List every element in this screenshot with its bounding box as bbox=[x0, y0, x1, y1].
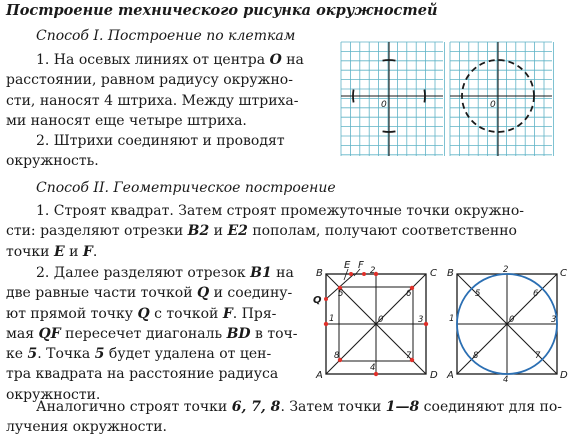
label-3: 3 bbox=[551, 315, 557, 325]
method-1-heading: Способ I. Построение по клеткам bbox=[36, 28, 296, 44]
label-0: 0 bbox=[378, 315, 384, 325]
method-2-final: Аналогично строят точки 6, 7, 8. Затем точки 1—8 соединяют для по- лучения окружности. bbox=[6, 399, 563, 436]
construction-figure bbox=[310, 260, 438, 381]
point-1 bbox=[324, 322, 328, 326]
label-b: B bbox=[316, 268, 323, 279]
label-4: 4 bbox=[370, 363, 376, 373]
center-label: 0 bbox=[381, 100, 387, 110]
label-1: 1 bbox=[329, 314, 335, 324]
label-2: 2 bbox=[503, 265, 509, 275]
method-1-step-2: 2. Штрихи соединяют и проводят окружность. bbox=[6, 133, 285, 170]
grid-figure-circle bbox=[448, 40, 554, 158]
point-3 bbox=[424, 322, 428, 326]
label-6: 6 bbox=[406, 289, 412, 299]
label-d: D bbox=[560, 370, 568, 381]
stroke-mark-bottom bbox=[383, 131, 396, 132]
label-5: 5 bbox=[338, 289, 344, 299]
grid-figure-marks bbox=[339, 40, 445, 158]
point-f bbox=[362, 272, 366, 276]
label-5: 5 bbox=[475, 289, 481, 299]
label-q: Q bbox=[313, 295, 322, 306]
label-f: F bbox=[358, 260, 364, 271]
method-2-step-1: 1. Строят квадрат. Затем строят промежуточные точки окружно- сти: разделяют отрезки B2 и E2 пополам, получают соответственно точки E и F. bbox=[6, 203, 525, 260]
center-label: 0 bbox=[490, 100, 496, 110]
point-e bbox=[349, 272, 353, 276]
stroke-mark-left bbox=[353, 90, 354, 103]
stroke-mark-right bbox=[424, 90, 425, 103]
label-4: 4 bbox=[503, 375, 509, 385]
label-7: 7 bbox=[535, 351, 541, 361]
label-6: 6 bbox=[533, 289, 539, 299]
label-1: 1 bbox=[449, 314, 455, 324]
label-c: C bbox=[430, 268, 437, 279]
label-0: 0 bbox=[509, 315, 515, 325]
label-b: B bbox=[447, 268, 454, 279]
label-2: 2 bbox=[370, 266, 376, 276]
method-1-step-1: 1. На осевых линиях от центра O на расстоянии, равном радиусу окружно- сти, наносят 4 штриха. Между штриха- ми наносят еще четыре штриха. bbox=[6, 52, 304, 129]
stroke-mark-top bbox=[383, 60, 396, 61]
label-a: A bbox=[447, 370, 454, 381]
label-c: C bbox=[560, 268, 567, 279]
method-2-step-2: 2. Далее разделяют отрезок B1 на две равные части точкой Q и соедину- ют прямой точку Q с точкой F. Пря- мая QF пересечет диагональ BD в точ- ке 5. Точка 5 будет удалена от цен- тра квадрата на расстояние радиуса окружности. bbox=[6, 265, 298, 403]
page-title: Построение технического рисунка окружностей bbox=[6, 2, 438, 19]
circle-figure bbox=[443, 265, 568, 385]
label-3: 3 bbox=[418, 315, 424, 325]
label-7: 7 bbox=[406, 351, 412, 361]
label-8: 8 bbox=[473, 351, 479, 361]
method-2-heading: Способ II. Геометрическое построение bbox=[36, 180, 336, 196]
point-q bbox=[324, 297, 328, 301]
label-8: 8 bbox=[334, 351, 340, 361]
label-e: E bbox=[344, 260, 351, 271]
label-d: D bbox=[430, 370, 438, 381]
label-a: A bbox=[316, 370, 323, 381]
